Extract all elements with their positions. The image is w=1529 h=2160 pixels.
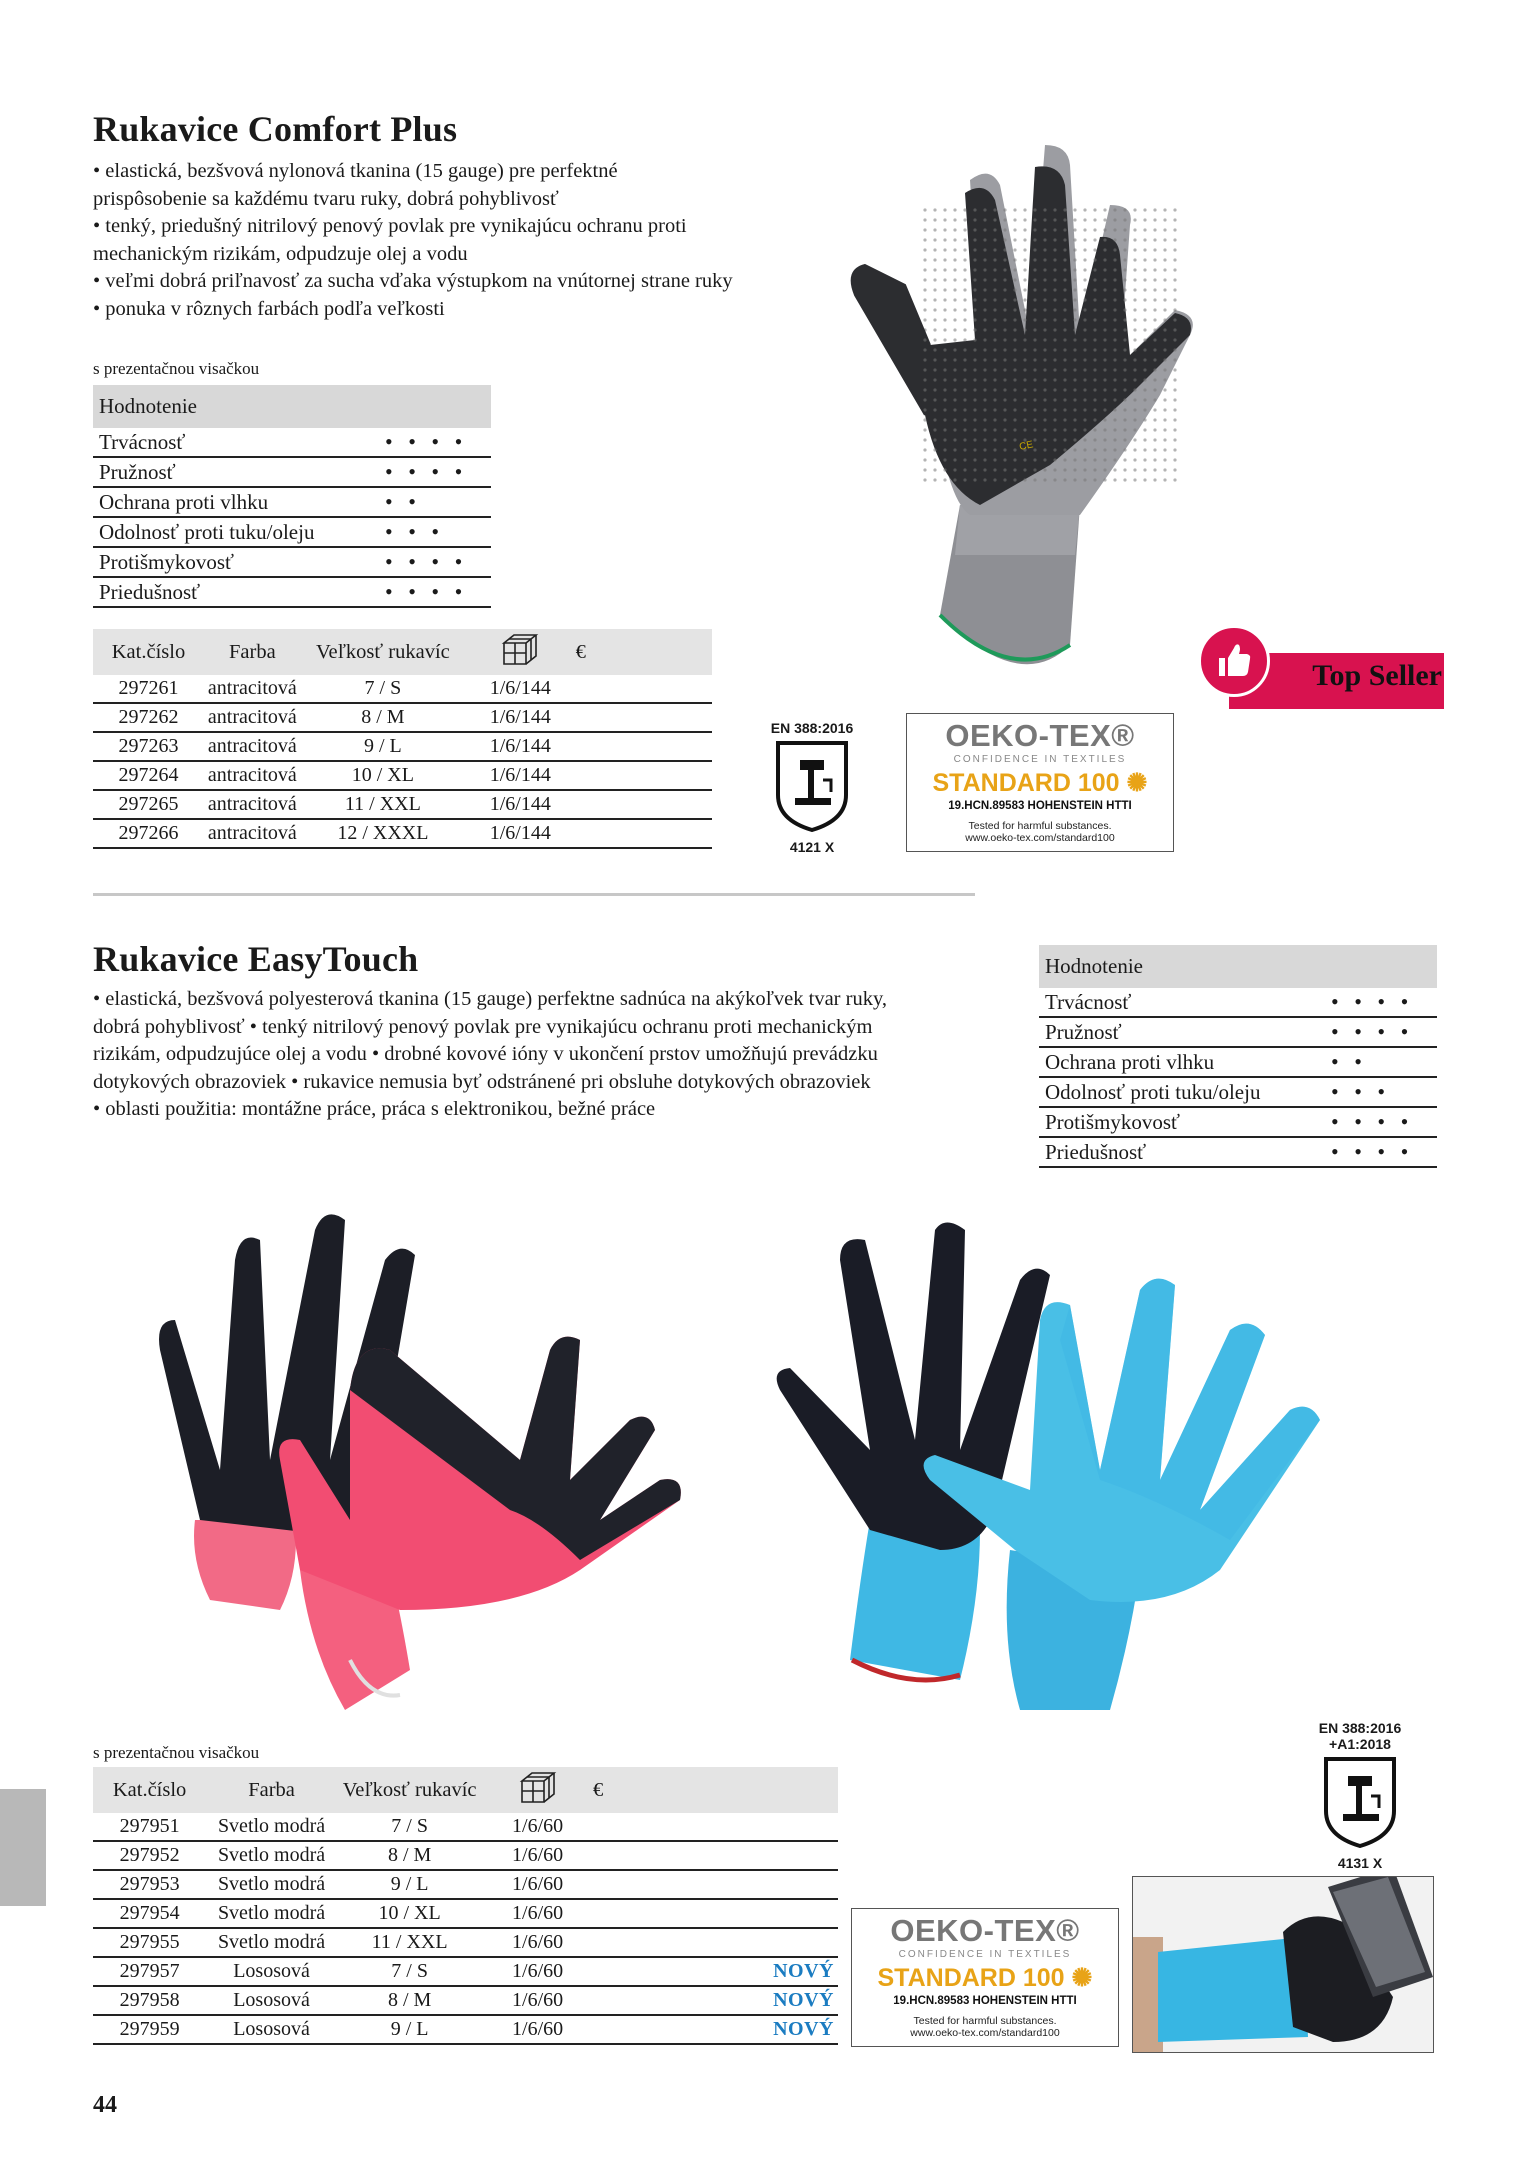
description-line: dobrá pohyblivosť • tenký nitrilový penový povlak pre vynikajúcu ochranu proti mechanickým xyxy=(93,1015,873,1038)
rating-row xyxy=(93,428,491,457)
oekotex-standard: STANDARD 100 ✺ xyxy=(877,1964,1093,1992)
rating-label: Pružnosť xyxy=(1039,1017,1325,1047)
description-line: • veľmi dobrá priľnavosť za sucha vďaka výstupkom na vnútornej strane ruky xyxy=(93,270,733,292)
cell-size: 8 / M xyxy=(301,703,465,732)
cell-price xyxy=(593,1841,838,1870)
cell-price xyxy=(593,2015,838,2044)
rating-label: Ochrana proti vlhku xyxy=(1039,1047,1325,1077)
table-row xyxy=(93,2015,838,2044)
cell-catalog-number: 297951 xyxy=(93,1813,206,1841)
cell-price xyxy=(576,819,712,848)
cell-pack: 1/6/60 xyxy=(482,1870,593,1899)
cell-price xyxy=(593,1870,838,1899)
product2-note: s prezentačnou visačkou xyxy=(93,1743,260,1762)
col-pack xyxy=(482,1767,593,1813)
cell-price xyxy=(576,703,712,732)
description-line: • elastická, bezšvová nylonová tkanina (15 gauge) pre perfektné xyxy=(93,160,618,182)
rating-dots: • • • xyxy=(1325,1077,1437,1107)
description-line: prispôsobenie sa každému tvaru ruky, dobrá pohyblivosť xyxy=(93,187,559,210)
cell-pack: 1/6/144 xyxy=(465,675,576,703)
table-row xyxy=(93,1928,838,1957)
cell-price xyxy=(593,1928,838,1957)
cell-price xyxy=(593,1899,838,1928)
rating-label: Trvácnosť xyxy=(93,428,379,457)
table-row xyxy=(93,790,712,819)
product2-title: Rukavice EasyTouch xyxy=(93,939,419,979)
page-side-tab xyxy=(0,1789,46,1906)
cell-catalog-number: 297952 xyxy=(93,1841,206,1870)
oekotex-standard: STANDARD 100 ✺ xyxy=(932,769,1148,797)
table-row xyxy=(93,1986,838,2015)
col-size: Veľkosť rukavíc xyxy=(337,1767,482,1813)
cell-color: Svetlo modrá xyxy=(206,1870,337,1899)
description-line: • tenký, priedušný nitrilový penový povlak pre vynikajúcu ochranu proti xyxy=(93,215,687,237)
oekotex-brand: OEKO-TEX® xyxy=(945,718,1135,753)
oekotex-label-2 xyxy=(851,1908,1119,2047)
rating-header: Hodnotenie xyxy=(1039,945,1437,988)
cell-price xyxy=(576,675,712,703)
cell-price xyxy=(576,790,712,819)
oekotex-number: 19.HCN.89583 HOHENSTEIN HTTI xyxy=(948,800,1132,812)
cell-catalog-number: 297263 xyxy=(93,732,204,761)
cell-size: 10 / XL xyxy=(301,761,465,790)
cell-catalog-number: 297953 xyxy=(93,1870,206,1899)
table-row xyxy=(93,675,712,703)
cell-catalog-number: 297954 xyxy=(93,1899,206,1928)
cell-pack: 1/6/60 xyxy=(482,1957,593,1986)
rating-row xyxy=(93,517,491,547)
description-line: mechanickým rizikám, odpudzuje olej a vodu xyxy=(93,242,468,265)
cell-color: antracitová xyxy=(204,732,301,761)
sun-icon: ✺ xyxy=(1071,1964,1093,1992)
cell-pack: 1/6/144 xyxy=(465,703,576,732)
table-row xyxy=(93,1841,838,1870)
cell-color: Lososová xyxy=(206,1957,337,1986)
cell-catalog-number: 297957 xyxy=(93,1957,206,1986)
cell-catalog-number: 297262 xyxy=(93,703,204,732)
rating-label: Ochrana proti vlhku xyxy=(93,487,379,517)
rating-dots: • • • • xyxy=(379,457,491,487)
col-color: Farba xyxy=(204,629,301,675)
rating-dots: • • • • xyxy=(1325,1017,1437,1047)
product2-glove-image-blue xyxy=(760,1220,1420,1720)
cell-color: antracitová xyxy=(204,761,301,790)
rating-row xyxy=(93,457,491,487)
oekotex-url: www.oeko-tex.com/standard100 xyxy=(910,2027,1060,2039)
cell-catalog-number: 297261 xyxy=(93,675,204,703)
oekotex-tagline: CONFIDENCE IN TEXTILES xyxy=(953,754,1127,765)
product2-product-table xyxy=(93,1767,838,2045)
rating-dots: • • • • xyxy=(379,577,491,607)
product1-cert xyxy=(762,720,862,855)
cell-size: 8 / M xyxy=(337,1986,482,2015)
col-price: € xyxy=(593,1767,838,1813)
oekotex-url: www.oeko-tex.com/standard100 xyxy=(965,832,1115,844)
cell-catalog-number: 297266 xyxy=(93,819,204,848)
cell-pack: 1/6/60 xyxy=(482,1928,593,1957)
cell-color: Svetlo modrá xyxy=(206,1841,337,1870)
cert-standard-line1: EN 388:2016 xyxy=(1318,1720,1402,1736)
description-line: • elastická, bezšvová polyesterová tkanina (15 gauge) perfektne sadnúca na akýkoľvek tvar ruky, xyxy=(93,988,888,1010)
rating-dots: • • • xyxy=(379,517,491,547)
oekotex-number: 19.HCN.89583 HOHENSTEIN HTTI xyxy=(893,1995,1077,2007)
description-line: • oblasti použitia: montážne práce, práca s elektronikou, bežné práce xyxy=(93,1098,656,1120)
cell-color: antracitová xyxy=(204,819,301,848)
col-catalog-number: Kat.číslo xyxy=(93,1767,206,1813)
cert-code: 4131 X xyxy=(1337,1855,1383,1871)
rating-row xyxy=(1039,1047,1437,1077)
table-row xyxy=(93,1899,838,1928)
cell-catalog-number: 297265 xyxy=(93,790,204,819)
oekotex-label-1 xyxy=(906,713,1174,852)
cell-color: Svetlo modrá xyxy=(206,1813,337,1841)
rating-row xyxy=(1039,1017,1437,1047)
product2-rating-table xyxy=(1039,945,1437,1168)
cell-color: antracitová xyxy=(204,703,301,732)
cell-pack: 1/6/144 xyxy=(465,790,576,819)
product1-note: s prezentačnou visačkou xyxy=(93,359,260,378)
rating-row xyxy=(1039,1077,1437,1107)
product1-rating-table xyxy=(93,385,491,608)
cell-color: Lososová xyxy=(206,1986,337,2015)
new-badge: NOVÝ xyxy=(773,2018,834,2040)
oekotex-brand: OEKO-TEX® xyxy=(890,1913,1080,1948)
oekotex-tagline: CONFIDENCE IN TEXTILES xyxy=(898,1949,1072,1960)
cell-color: antracitová xyxy=(204,790,301,819)
product1-glove-image xyxy=(830,85,1200,705)
cell-size: 11 / XXL xyxy=(301,790,465,819)
cell-size: 7 / S xyxy=(337,1813,482,1841)
rating-dots: • • • • xyxy=(1325,1137,1437,1167)
cell-size: 11 / XXL xyxy=(337,1928,482,1957)
col-color: Farba xyxy=(206,1767,337,1813)
svg-text:CE: CE xyxy=(1018,439,1035,453)
thumbs-up-icon xyxy=(1198,625,1270,697)
cell-size: 12 / XXXL xyxy=(301,819,465,848)
cell-color: antracitová xyxy=(204,675,301,703)
cell-pack: 1/6/60 xyxy=(482,1841,593,1870)
table-row xyxy=(93,1813,838,1841)
cell-catalog-number: 297959 xyxy=(93,2015,206,2044)
product2-description xyxy=(93,986,1013,1124)
rating-row xyxy=(93,577,491,607)
table-row xyxy=(93,1957,838,1986)
rating-row xyxy=(1039,1137,1437,1167)
cell-color: Lososová xyxy=(206,2015,337,2044)
cell-price xyxy=(593,1986,838,2015)
rating-label: Priedušnosť xyxy=(1039,1137,1325,1167)
box-icon xyxy=(519,1769,557,1805)
description-line: • ponuka v rôznych farbách podľa veľkosti xyxy=(93,297,445,320)
rating-dots: • • xyxy=(1325,1047,1437,1077)
rating-label: Pružnosť xyxy=(93,457,379,487)
cell-size: 7 / S xyxy=(337,1957,482,1986)
cell-pack: 1/6/60 xyxy=(482,1813,593,1841)
cell-size: 7 / S xyxy=(301,675,465,703)
description-line: rizikám, odpudzujúce olej a vodu • drobné kovové ióny v ukončení prstov umožňujú prevádzku xyxy=(93,1043,878,1065)
section-divider xyxy=(93,893,975,896)
cert-standard: EN 388:2016 xyxy=(770,720,854,736)
rating-dots: • • • • xyxy=(379,547,491,577)
rating-dots: • • • • xyxy=(379,428,491,457)
cert-standard-line2: +A1:2018 xyxy=(1329,1736,1391,1752)
col-price: € xyxy=(576,629,712,675)
table-row xyxy=(93,732,712,761)
product1-description xyxy=(93,158,853,323)
rating-label: Trvácnosť xyxy=(1039,988,1325,1017)
cell-catalog-number: 297958 xyxy=(93,1986,206,2015)
cell-size: 10 / XL xyxy=(337,1899,482,1928)
sun-icon: ✺ xyxy=(1126,769,1148,797)
rating-row xyxy=(1039,1107,1437,1137)
rating-dots: • • xyxy=(379,487,491,517)
rating-row xyxy=(1039,988,1437,1017)
table-row xyxy=(93,703,712,732)
hammer-shield-icon xyxy=(773,740,851,832)
col-size: Veľkosť rukavíc xyxy=(301,629,465,675)
cell-color: Svetlo modrá xyxy=(206,1928,337,1957)
rating-dots: • • • • xyxy=(1325,1107,1437,1137)
cert-code: 4121 X xyxy=(789,839,835,855)
table-row xyxy=(93,819,712,848)
product1-title: Rukavice Comfort Plus xyxy=(93,109,458,149)
table-row xyxy=(93,761,712,790)
hammer-shield-icon xyxy=(1321,1756,1399,1848)
rating-row xyxy=(93,547,491,577)
description-line: dotykových obrazoviek • rukavice nemusia byť odstránené pri obsluhe dotykových obrazoviek xyxy=(93,1070,871,1093)
page-number: 44 xyxy=(93,2092,117,2118)
cell-color: Svetlo modrá xyxy=(206,1899,337,1928)
rating-header: Hodnotenie xyxy=(93,385,491,428)
cell-pack: 1/6/60 xyxy=(482,1986,593,2015)
cell-catalog-number: 297264 xyxy=(93,761,204,790)
col-pack xyxy=(465,629,576,675)
cell-pack: 1/6/144 xyxy=(465,732,576,761)
col-catalog-number: Kat.číslo xyxy=(93,629,204,675)
oekotex-tested: Tested for harmful substances. xyxy=(968,820,1112,832)
rating-label: Odolnosť proti tuku/oleju xyxy=(93,517,379,547)
product1-product-table xyxy=(93,629,712,849)
top-seller-label: Top Seller xyxy=(1312,659,1442,692)
cell-price xyxy=(593,1957,838,1986)
cell-price xyxy=(593,1813,838,1841)
cell-price xyxy=(576,732,712,761)
cell-size: 9 / L xyxy=(301,732,465,761)
product2-cert xyxy=(1310,1720,1410,1871)
product2-glove-image-salmon xyxy=(100,1190,720,1720)
rating-row xyxy=(93,487,491,517)
cell-catalog-number: 297955 xyxy=(93,1928,206,1957)
rating-label: Protišmykovosť xyxy=(1039,1107,1325,1137)
cell-price xyxy=(576,761,712,790)
rating-label: Odolnosť proti tuku/oleju xyxy=(1039,1077,1325,1107)
oekotex-tested: Tested for harmful substances. xyxy=(913,2015,1057,2027)
cell-pack: 1/6/144 xyxy=(465,819,576,848)
rating-label: Protišmykovosť xyxy=(93,547,379,577)
table-row xyxy=(93,1870,838,1899)
cell-pack: 1/6/60 xyxy=(482,1899,593,1928)
rating-dots: • • • • xyxy=(1325,988,1437,1017)
cell-size: 9 / L xyxy=(337,1870,482,1899)
new-badge: NOVÝ xyxy=(773,1960,834,1982)
cell-size: 9 / L xyxy=(337,2015,482,2044)
cell-pack: 1/6/144 xyxy=(465,761,576,790)
cell-size: 8 / M xyxy=(337,1841,482,1870)
new-badge: NOVÝ xyxy=(773,1989,834,2011)
cell-pack: 1/6/60 xyxy=(482,2015,593,2044)
touchscreen-usage-photo xyxy=(1132,1876,1434,2053)
box-icon xyxy=(501,631,539,667)
rating-label: Priedušnosť xyxy=(93,577,379,607)
